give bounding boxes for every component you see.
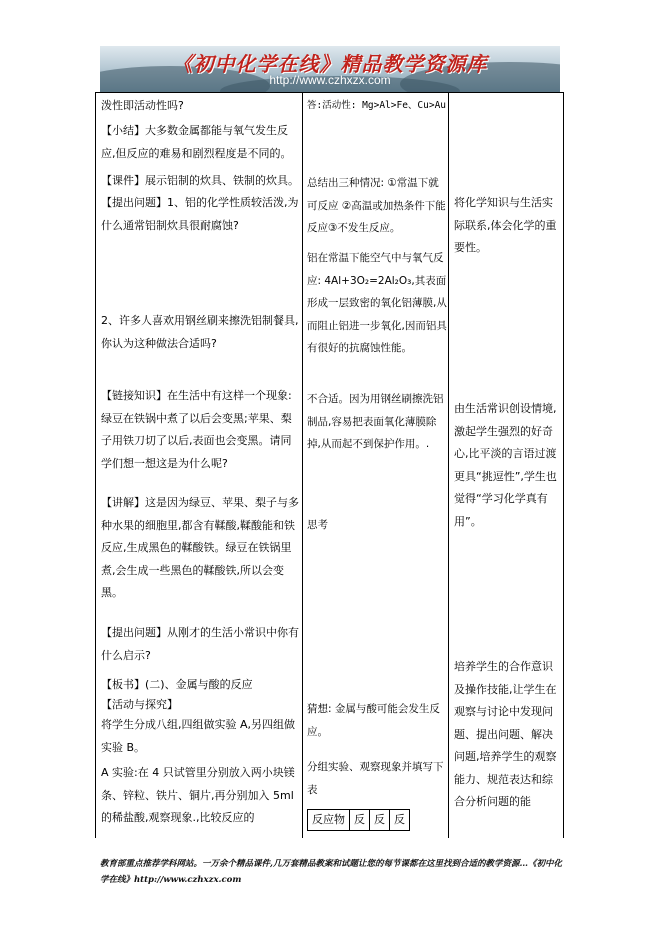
col2-group-experiment: 分组实验、观察现象并填写下表	[307, 761, 444, 796]
col1-courseware: 【课件】展示铝制的炊具、铁制的炊具。	[101, 174, 299, 187]
col2-hypothesis: 猜想: 金属与酸可能会发生反应。	[307, 703, 440, 738]
col1-explanation: 【讲解】这是因为绿豆、苹果、梨子与多种水果的细胞里,都含有鞣酸,鞣酸能和铁反应,生成黑色的鞣酸铁。绿豆在铁锅里煮,会生成一些黑色的鞣酸铁,所以会变黑。	[101, 496, 299, 599]
header-banner	[100, 46, 560, 92]
col1-question-2: 2、许多人喜欢用钢丝刷来擦洗铝制餐具,你认为这种做法合适吗?	[101, 314, 299, 350]
col2-think: 思考	[307, 519, 328, 531]
col1-experiment-a: A 实验:在 4 只试管里分别放入两小块镁条、锌粒、铁片、铜片,再分别加入 5ml 的稀盐酸,观察现象.,比较反应的	[101, 766, 295, 824]
col3-intent-1: 将化学知识与生活实际联系,体会化学的重要性。	[454, 196, 557, 254]
col1-link-knowledge: 【链接知识】在生活中有这样一个现象:绿豆在铁锅中煮了以后会变黑;苹果、梨子用铁刀切了以后,表面也会变黑。请同学们想一想这是为什么呢?	[101, 389, 292, 470]
col1-question-1: 【提出问题】1、铝的化学性质较活泼,为什么通常铝制炊具很耐腐蚀?	[101, 196, 299, 232]
reaction-table	[307, 809, 410, 831]
col2-not-suitable: 不合适。因为用钢丝刷擦洗铝制品,容易把表面氧化薄膜除掉,从而起不到保护作用。.	[307, 393, 444, 450]
banner-title: 《初中化学在线》精品教学资源库	[172, 52, 488, 76]
column-divider-1	[302, 92, 303, 838]
col1-grouping: 将学生分成八组,四组做实验 A,另四组做实验 B。	[101, 718, 296, 754]
col2-three-cases: 总结出三种情况: ①常温下就可反应 ②高温或加热条件下能反应③不发生反应。	[307, 177, 446, 234]
col1-activity-title: 【活动与探究】	[101, 698, 178, 711]
col2-aluminum-oxidation: 铝在常温下能空气中与氧气反应: 4Al+3O₂=2Al₂O₃,其表面形成一层致密的氧化铝薄膜,从而阻止铝进一步氧化,因而铝具有很好的抗腐蚀性能。	[307, 252, 447, 354]
page-footer: 教育部重点推荐学科网站。一万余个精品课件,几万套精品教案和试题让您的每节课都在这里找到合适的教学资源…《初中化学在线》http://www.czhxzx.com	[100, 859, 562, 885]
banner-url: http://www.czhxzx.com	[269, 73, 391, 87]
reaction-table-header-1: 反	[350, 810, 370, 831]
col3-intent-2: 由生活常识创设情境,激起学生强烈的好奇心,比平淡的言语过渡更具“挑逗性”,学生也觉得“学习化学真有用”。	[454, 402, 557, 528]
reaction-table-header-3: 反	[390, 810, 410, 831]
reaction-table-header-2: 反	[370, 810, 390, 831]
col1-board-title: 【板书】(二)、金属与酸的反应	[101, 678, 253, 691]
col1-question-3: 【提出问题】从刚才的生活小常识中你有什么启示?	[101, 626, 299, 662]
col3-intent-3: 培养学生的合作意识及操作技能,让学生在观察与讨论中发现问题、提出问题、解决问题,培养学生的观察能力、规范表达和综合分析问题的能	[454, 660, 557, 808]
col1-summary: 【小结】大多数金属都能与氧气发生反应,但反应的难易和剧烈程度是不同的。	[101, 124, 292, 160]
col2-answer-activity: 答:活动性: Mg>Al>Fe、Cu>Au	[307, 100, 447, 111]
reaction-table-header-reactant: 反应物	[308, 810, 350, 831]
col1-question-cont: 泼性即活动性吗?	[101, 99, 184, 112]
column-divider-2	[448, 92, 449, 838]
